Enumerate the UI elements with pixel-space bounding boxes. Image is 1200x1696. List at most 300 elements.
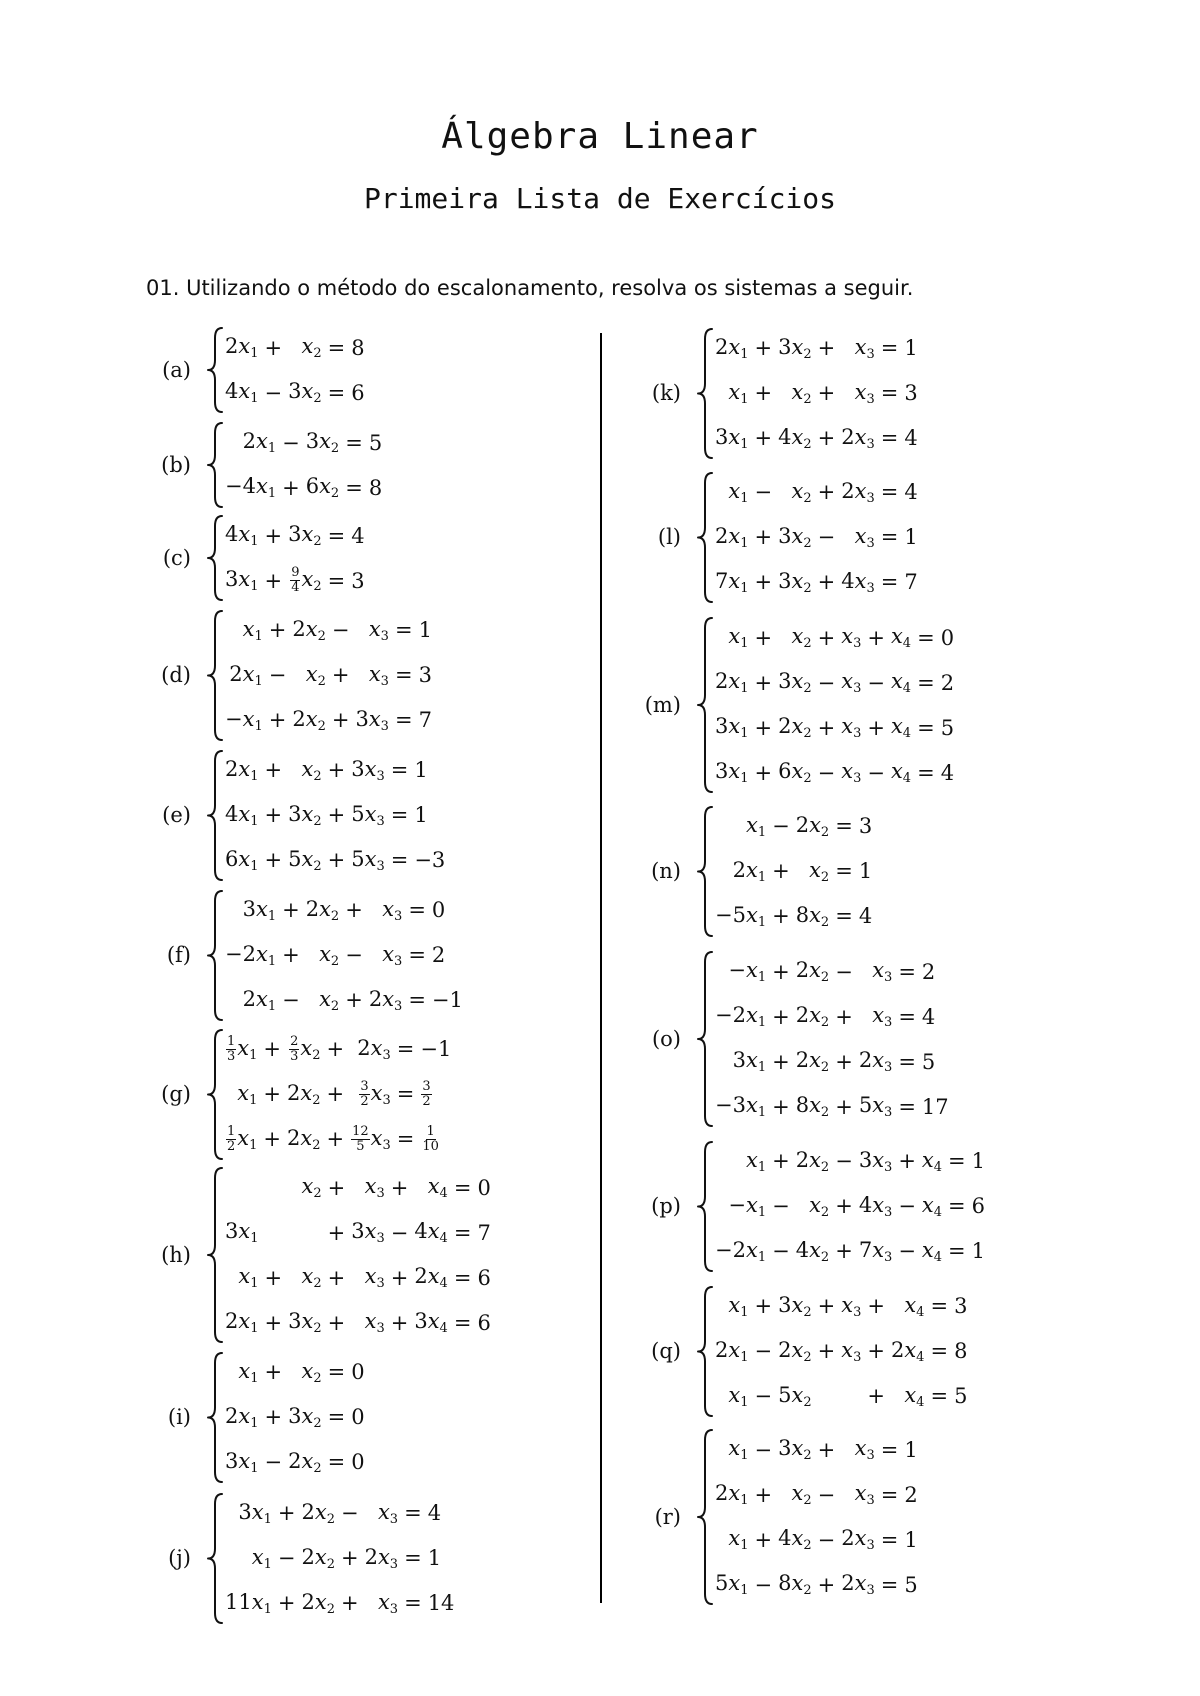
equation-term: $4x_1$ bbox=[225, 522, 259, 549]
operator: + bbox=[867, 1384, 885, 1408]
equation-term: $3x_2$ bbox=[288, 1403, 322, 1431]
system-label: (h) bbox=[161, 1243, 191, 1267]
equation-term: $2x_1$ bbox=[715, 523, 749, 551]
equation-term: $x_3$ bbox=[364, 1309, 385, 1336]
operator: + bbox=[264, 803, 283, 827]
operator: + bbox=[264, 758, 283, 782]
right-hand-side: 4 bbox=[904, 426, 918, 450]
fraction: $\frac{1}{10}$ bbox=[422, 1123, 439, 1154]
equation-term: $3x_2$ bbox=[778, 1436, 812, 1463]
system-label: (m) bbox=[644, 693, 681, 717]
right-hand-side: 7 bbox=[477, 1220, 491, 1245]
system-label: (a) bbox=[162, 358, 191, 382]
equation-term: $x_1$ bbox=[728, 1526, 749, 1553]
equals-sign: = bbox=[898, 1049, 916, 1074]
operator: + bbox=[277, 1501, 296, 1525]
left-brace bbox=[693, 1284, 715, 1419]
left-brace bbox=[203, 608, 225, 743]
operator: − bbox=[282, 430, 300, 455]
equation-term: $2x_3$ bbox=[841, 1526, 875, 1553]
operator: − bbox=[390, 1220, 409, 1245]
equation-term: $2x_2$ bbox=[301, 1499, 335, 1527]
equation-term: $2x_1$ bbox=[229, 661, 263, 689]
right-hand-side: 5 bbox=[954, 1384, 968, 1408]
equals-sign: = bbox=[390, 803, 409, 827]
equation-term: $3x_4$ bbox=[414, 1309, 448, 1336]
equations bbox=[715, 615, 954, 795]
operator: + bbox=[345, 988, 363, 1012]
right-hand-side: 0 bbox=[351, 1360, 365, 1384]
equation-term: $2x_3$ bbox=[841, 1571, 875, 1598]
equation-term: $2x_1$ bbox=[225, 1403, 259, 1431]
system-label: (b) bbox=[161, 453, 191, 477]
operator: + bbox=[772, 1094, 790, 1119]
operator: + bbox=[867, 715, 885, 740]
right-hand-side: 7 bbox=[418, 708, 432, 732]
operator: + bbox=[754, 1294, 773, 1318]
equation-term: $x_1$ bbox=[728, 379, 749, 407]
operator: + bbox=[282, 943, 300, 967]
equation-term: $x_4$ bbox=[921, 1237, 943, 1265]
system-label: (l) bbox=[657, 525, 681, 549]
equation-term: $x_3$ bbox=[841, 759, 862, 786]
equation-term: $x_3$ bbox=[854, 1436, 875, 1463]
equation-term: $2x_1$ bbox=[242, 429, 277, 456]
system-label: (f) bbox=[166, 943, 191, 967]
equation-term: $x_2$ bbox=[301, 334, 322, 361]
operator: + bbox=[264, 1360, 283, 1384]
right-hand-side: 6 bbox=[971, 1194, 986, 1218]
equation-term: $x_2$ bbox=[791, 478, 812, 506]
equals-sign: = bbox=[880, 525, 899, 549]
equation-term: $2x_2$ bbox=[795, 1048, 830, 1075]
equals-sign: = bbox=[835, 814, 853, 838]
operator: + bbox=[754, 760, 773, 785]
equation-term: $2x_4$ bbox=[414, 1264, 448, 1291]
equation-term: $3x_2$ bbox=[288, 1309, 322, 1336]
operator: + bbox=[772, 1004, 790, 1029]
equals-sign: = bbox=[880, 480, 899, 504]
equation-term: $3x_1$ bbox=[715, 714, 749, 741]
equals-sign: = bbox=[898, 959, 916, 984]
equation-term: $5x_2$ bbox=[778, 1382, 812, 1410]
equations bbox=[225, 513, 365, 603]
operator: + bbox=[390, 1175, 409, 1200]
equation-term: $\frac{1}{2}$ $x_1$ bbox=[227, 1123, 258, 1154]
right-hand-side: 5 bbox=[940, 715, 955, 740]
equation-term: $x_3$ bbox=[841, 714, 862, 741]
right-hand-side: 0 bbox=[351, 1405, 365, 1429]
operator: − bbox=[817, 1527, 836, 1552]
right-hand-side: 0 bbox=[351, 1450, 365, 1474]
equation-term: $x_3$ bbox=[854, 523, 875, 551]
operator: + bbox=[264, 1405, 283, 1429]
equation-term: $5x_2$ bbox=[288, 846, 322, 874]
equation-term: $5x_1$ bbox=[715, 1571, 749, 1598]
system-label: (p) bbox=[651, 1194, 681, 1218]
equation-term: $2x_1$ bbox=[732, 857, 767, 885]
equation-term: $3x_1$ bbox=[732, 1048, 767, 1075]
operator: + bbox=[263, 1127, 282, 1151]
equation-term: $8x_2$ bbox=[795, 902, 830, 930]
equation-term: $x_3$ bbox=[841, 1292, 862, 1320]
operator: + bbox=[754, 381, 773, 405]
equation-term: $x_2$ bbox=[301, 1174, 322, 1201]
equals-sign: = bbox=[390, 758, 409, 782]
equation-term: $3x_2$ bbox=[778, 669, 812, 696]
right-hand-side: 1 bbox=[971, 1239, 986, 1263]
operator: + bbox=[754, 670, 773, 695]
right-hand-side: 5 bbox=[904, 1572, 918, 1597]
equation-term: $2x_3$ bbox=[858, 1048, 893, 1075]
equals-sign: = bbox=[880, 381, 899, 405]
equation-term: $3x_1$ bbox=[715, 759, 749, 786]
operator: − bbox=[817, 670, 836, 695]
equation-term: $2x_3$ bbox=[841, 424, 875, 452]
operator: + bbox=[835, 1239, 853, 1263]
fraction: $\frac{3}{2}$ bbox=[360, 1078, 369, 1109]
equals-sign: = bbox=[930, 1294, 949, 1318]
equation-term: $2x_1$ bbox=[715, 1337, 749, 1365]
equation-term: $-4x_1$ bbox=[225, 474, 277, 501]
equation-term: $3x_2$ bbox=[778, 1292, 812, 1320]
right-hand-side: 4 bbox=[427, 1501, 442, 1525]
equation-term: $x_2$ bbox=[809, 1192, 830, 1220]
equals-sign: = bbox=[835, 859, 853, 883]
operator: + bbox=[772, 959, 790, 984]
left-brace bbox=[693, 1427, 715, 1607]
equation-term: $-3x_1$ bbox=[715, 1093, 767, 1120]
operator: + bbox=[264, 335, 283, 360]
equation-term: $-2x_1$ bbox=[715, 1237, 767, 1265]
operator: − bbox=[835, 1149, 853, 1173]
equation-term: $4x_3$ bbox=[841, 568, 875, 596]
equation-term: $x_1$ bbox=[238, 1264, 259, 1291]
equals-sign: = bbox=[327, 380, 346, 405]
right-hand-side: 1 bbox=[971, 1149, 986, 1173]
operator: + bbox=[754, 1482, 773, 1507]
right-hand-side: 3 bbox=[418, 663, 432, 687]
equation-term: $2x_2$ bbox=[778, 714, 812, 741]
operator: + bbox=[326, 1082, 345, 1106]
equation-term: $4x_1$ bbox=[225, 379, 259, 406]
system-label: (n) bbox=[651, 859, 681, 883]
equation-term: $2x_1$ bbox=[242, 986, 277, 1014]
equals-sign: = bbox=[327, 1360, 346, 1384]
equation-term: $x_3$ bbox=[382, 896, 403, 924]
operator: + bbox=[263, 1037, 282, 1061]
system-label: (o) bbox=[651, 1027, 681, 1051]
fraction: $\frac{1}{3}$ bbox=[227, 1033, 236, 1064]
operator: − bbox=[282, 988, 300, 1012]
right-hand-side: 17 bbox=[921, 1094, 949, 1119]
equals-sign: = bbox=[345, 475, 363, 500]
left-brace bbox=[203, 1491, 225, 1626]
right-hand-side: 1 bbox=[418, 618, 432, 642]
equation-term: $2x_3$ bbox=[841, 478, 875, 506]
operator: − bbox=[817, 760, 836, 785]
equation-term: $\frac{1}{3}$ $x_1$ bbox=[227, 1033, 258, 1064]
equation-term: $x_1$ bbox=[728, 1292, 749, 1320]
operator: − bbox=[754, 1339, 773, 1363]
right-hand-side bbox=[420, 1080, 451, 1109]
equation-term: $2x_2$ bbox=[287, 1125, 321, 1153]
equation-term: $3x_1$ bbox=[242, 896, 277, 924]
equals-sign: = bbox=[396, 1037, 415, 1061]
right-hand-side: 1 bbox=[414, 803, 428, 827]
left-brace bbox=[203, 748, 225, 883]
equals-sign: = bbox=[917, 625, 935, 650]
left-brace bbox=[203, 513, 225, 603]
equations bbox=[715, 804, 872, 939]
equation-term: $\frac{3}{2}$ $x_3$ bbox=[360, 1078, 391, 1109]
equals-sign: = bbox=[453, 1265, 472, 1290]
equations bbox=[225, 420, 382, 510]
equation-term: $5x_3$ bbox=[351, 801, 385, 829]
equation-term: $3x_1$ bbox=[715, 424, 749, 452]
equals-sign: = bbox=[404, 1501, 422, 1525]
equation-term: $5x_3$ bbox=[858, 1093, 893, 1120]
equals-sign: = bbox=[396, 1127, 415, 1151]
equation-term: $2x_4$ bbox=[890, 1337, 925, 1365]
operator: + bbox=[835, 1049, 853, 1074]
operator: + bbox=[264, 523, 283, 548]
equation-term: $4x_2$ bbox=[795, 1237, 830, 1265]
operator: + bbox=[772, 904, 790, 928]
system-label: (g) bbox=[161, 1082, 191, 1106]
operator: + bbox=[817, 570, 836, 594]
equation-term: $6x_2$ bbox=[778, 759, 812, 786]
left-brace bbox=[693, 949, 715, 1129]
fraction: $\frac{9}{4}$ bbox=[291, 565, 300, 595]
equation-term: $x_3$ bbox=[364, 1264, 385, 1291]
operator: − bbox=[772, 814, 790, 838]
equation-term: $2x_1$ bbox=[715, 334, 749, 362]
equation-term: $-x_1$ bbox=[728, 1192, 767, 1220]
right-hand-side: 4 bbox=[351, 523, 365, 548]
equations bbox=[225, 1027, 451, 1162]
equation-term: $3x_3$ bbox=[858, 1147, 893, 1175]
operator: + bbox=[268, 618, 287, 642]
equation-term: $2x_2$ bbox=[778, 1337, 812, 1365]
equation-term: $x_2$ bbox=[305, 661, 326, 689]
equals-sign: = bbox=[390, 848, 409, 872]
right-hand-side: 3 bbox=[858, 814, 873, 838]
system-label: (k) bbox=[651, 381, 681, 405]
operator: + bbox=[268, 708, 287, 732]
equation-term: $x_4$ bbox=[890, 759, 912, 786]
system-label: (e) bbox=[162, 803, 191, 827]
equation-term: $2x_3$ bbox=[357, 1035, 391, 1063]
operator: + bbox=[390, 1310, 409, 1335]
equation-term: $3x_2$ bbox=[778, 523, 812, 551]
equals-sign: = bbox=[917, 715, 935, 740]
equals-sign: = bbox=[948, 1194, 966, 1218]
equation-term: $4x_2$ bbox=[778, 1526, 812, 1553]
equation-term: $2x_2$ bbox=[288, 1448, 322, 1476]
equation-term: $x_3$ bbox=[841, 624, 862, 651]
equation-term: $2x_2$ bbox=[287, 1080, 321, 1108]
operator: + bbox=[817, 381, 836, 405]
equation-term: $x_1$ bbox=[238, 1358, 259, 1386]
operator: − bbox=[754, 480, 773, 504]
equations bbox=[715, 470, 918, 605]
operator: + bbox=[835, 1094, 853, 1119]
equation-term: $-2x_1$ bbox=[715, 1003, 767, 1030]
operator: − bbox=[817, 525, 836, 549]
right-hand-side: −3 bbox=[414, 848, 446, 872]
operator: + bbox=[835, 1004, 853, 1029]
right-hand-side: 6 bbox=[477, 1310, 491, 1335]
operator: + bbox=[754, 570, 773, 594]
fraction: $\frac{1}{2}$ bbox=[227, 1123, 236, 1154]
equation-term: $x_1$ bbox=[745, 1147, 767, 1175]
system-label: (r) bbox=[654, 1505, 681, 1529]
operator: + bbox=[867, 625, 885, 650]
equals-sign: = bbox=[880, 1527, 899, 1552]
right-hand-side: 6 bbox=[477, 1265, 491, 1290]
equation-term: $x_3$ bbox=[382, 941, 403, 969]
equations bbox=[225, 1165, 491, 1345]
right-hand-side: 1 bbox=[904, 525, 918, 549]
operator: + bbox=[331, 663, 350, 687]
right-hand-side: 7 bbox=[904, 570, 918, 594]
equals-sign: = bbox=[880, 426, 899, 450]
equation-term: $-5x_1$ bbox=[715, 902, 767, 930]
equals-sign: = bbox=[453, 1175, 472, 1200]
operator: − bbox=[331, 618, 350, 642]
operator: + bbox=[327, 1175, 346, 1200]
equals-sign: = bbox=[880, 570, 899, 594]
right-hand-side: 3 bbox=[904, 381, 918, 405]
left-brace bbox=[203, 325, 225, 415]
right-hand-side: 4 bbox=[858, 904, 873, 928]
equation-term: $11x_1$ bbox=[225, 1589, 272, 1617]
operator: + bbox=[835, 1194, 853, 1218]
equation-term: $x_4$ bbox=[921, 1192, 943, 1220]
left-brace bbox=[693, 615, 715, 795]
right-hand-side: 6 bbox=[351, 380, 365, 405]
operator: + bbox=[340, 1591, 359, 1615]
equals-sign: = bbox=[880, 1572, 899, 1597]
equals-sign: = bbox=[394, 618, 413, 642]
equations bbox=[225, 1491, 454, 1626]
equals-sign: = bbox=[404, 1546, 422, 1570]
left-brace bbox=[693, 1139, 715, 1274]
equation-term: $3x_2$ bbox=[305, 429, 340, 456]
right-hand-side: −1 bbox=[420, 1037, 452, 1061]
operator: + bbox=[817, 480, 836, 504]
equation-term: $2x_1$ bbox=[715, 669, 749, 696]
operator: + bbox=[327, 803, 346, 827]
right-hand-side: −1 bbox=[431, 988, 463, 1012]
equation-term: $3x_1$ bbox=[225, 567, 259, 594]
operator: + bbox=[867, 1339, 885, 1363]
column-divider bbox=[600, 333, 602, 1603]
equation-term: $3x_2$ bbox=[288, 801, 322, 829]
equation-term: $3x_3$ bbox=[351, 1219, 385, 1246]
operator: − bbox=[898, 1239, 916, 1263]
equation-term: $x_3$ bbox=[364, 1174, 385, 1201]
equation-term: $2x_2$ bbox=[795, 958, 830, 985]
equals-sign: = bbox=[396, 1082, 415, 1106]
equation-term: $7x_3$ bbox=[858, 1237, 893, 1265]
equation-term: $x_3$ bbox=[854, 1481, 875, 1508]
operator: + bbox=[772, 859, 790, 883]
equation-term: $3x_2$ bbox=[778, 568, 812, 596]
operator: − bbox=[277, 1546, 296, 1570]
equation-term: $x_2$ bbox=[301, 756, 322, 784]
equation-term: $x_2$ bbox=[791, 1481, 812, 1508]
equation-term: $x_1$ bbox=[728, 1436, 749, 1463]
equation-term: $3x_3$ bbox=[351, 756, 385, 784]
equation-term: $2x_2$ bbox=[301, 1544, 335, 1572]
operator: − bbox=[817, 1482, 836, 1507]
equation-term: $\frac{2}{3}$ $x_2$ bbox=[290, 1033, 321, 1064]
operator: + bbox=[264, 568, 283, 593]
operator: − bbox=[340, 1501, 359, 1525]
equation-term: $x_4$ bbox=[904, 1292, 925, 1320]
operator: + bbox=[264, 848, 283, 872]
equation-term: $x_4$ bbox=[890, 714, 912, 741]
equation-term: $7x_1$ bbox=[715, 568, 749, 596]
equation-term: $x_3$ bbox=[841, 669, 862, 696]
fraction: $\frac{12}{5}$ bbox=[352, 1123, 369, 1154]
equals-sign: = bbox=[898, 1004, 916, 1029]
operator: + bbox=[817, 426, 836, 450]
operator: − bbox=[754, 1384, 773, 1408]
equation-term: $x_1$ bbox=[728, 478, 749, 506]
equation-term: $4x_1$ bbox=[225, 801, 259, 829]
right-hand-side: 1 bbox=[427, 1546, 442, 1570]
equals-sign: = bbox=[404, 1591, 422, 1615]
equations bbox=[715, 1284, 967, 1419]
operator: + bbox=[817, 1572, 836, 1597]
equation-term: $x_2$ bbox=[319, 941, 340, 969]
operator: + bbox=[327, 1265, 346, 1290]
operator: + bbox=[817, 625, 836, 650]
system-label: (c) bbox=[162, 546, 191, 570]
operator: − bbox=[772, 1239, 790, 1263]
equation-term: $-x_1$ bbox=[728, 958, 767, 985]
operator: − bbox=[898, 1194, 916, 1218]
operator: + bbox=[867, 1294, 885, 1318]
equation-term: $3x_2$ bbox=[288, 379, 322, 406]
operator: + bbox=[331, 708, 350, 732]
exercise-statement: 01. Utilizando o método do escalonamento, resolva os sistemas a seguir. bbox=[146, 276, 914, 300]
right-hand-side: 2 bbox=[904, 1482, 918, 1507]
equation-term: $x_3$ bbox=[841, 1337, 862, 1365]
equals-sign: = bbox=[835, 904, 853, 928]
operator: − bbox=[268, 663, 287, 687]
equations bbox=[225, 888, 463, 1023]
operator: + bbox=[898, 1149, 916, 1173]
right-hand-side: 2 bbox=[921, 959, 936, 984]
equals-sign: = bbox=[394, 663, 413, 687]
operator: − bbox=[754, 1437, 773, 1462]
left-brace bbox=[693, 470, 715, 605]
operator: + bbox=[277, 1591, 296, 1615]
equals-sign: = bbox=[408, 988, 426, 1012]
equals-sign: = bbox=[327, 1450, 346, 1474]
equals-sign: = bbox=[408, 898, 426, 922]
equals-sign: = bbox=[327, 1405, 346, 1429]
right-hand-side: 8 bbox=[368, 475, 383, 500]
equation-term: $5x_3$ bbox=[351, 846, 385, 874]
right-hand-side: 14 bbox=[427, 1591, 455, 1615]
operator: + bbox=[754, 625, 773, 650]
page-subtitle: Primeira Lista de Exercícios bbox=[363, 182, 836, 215]
